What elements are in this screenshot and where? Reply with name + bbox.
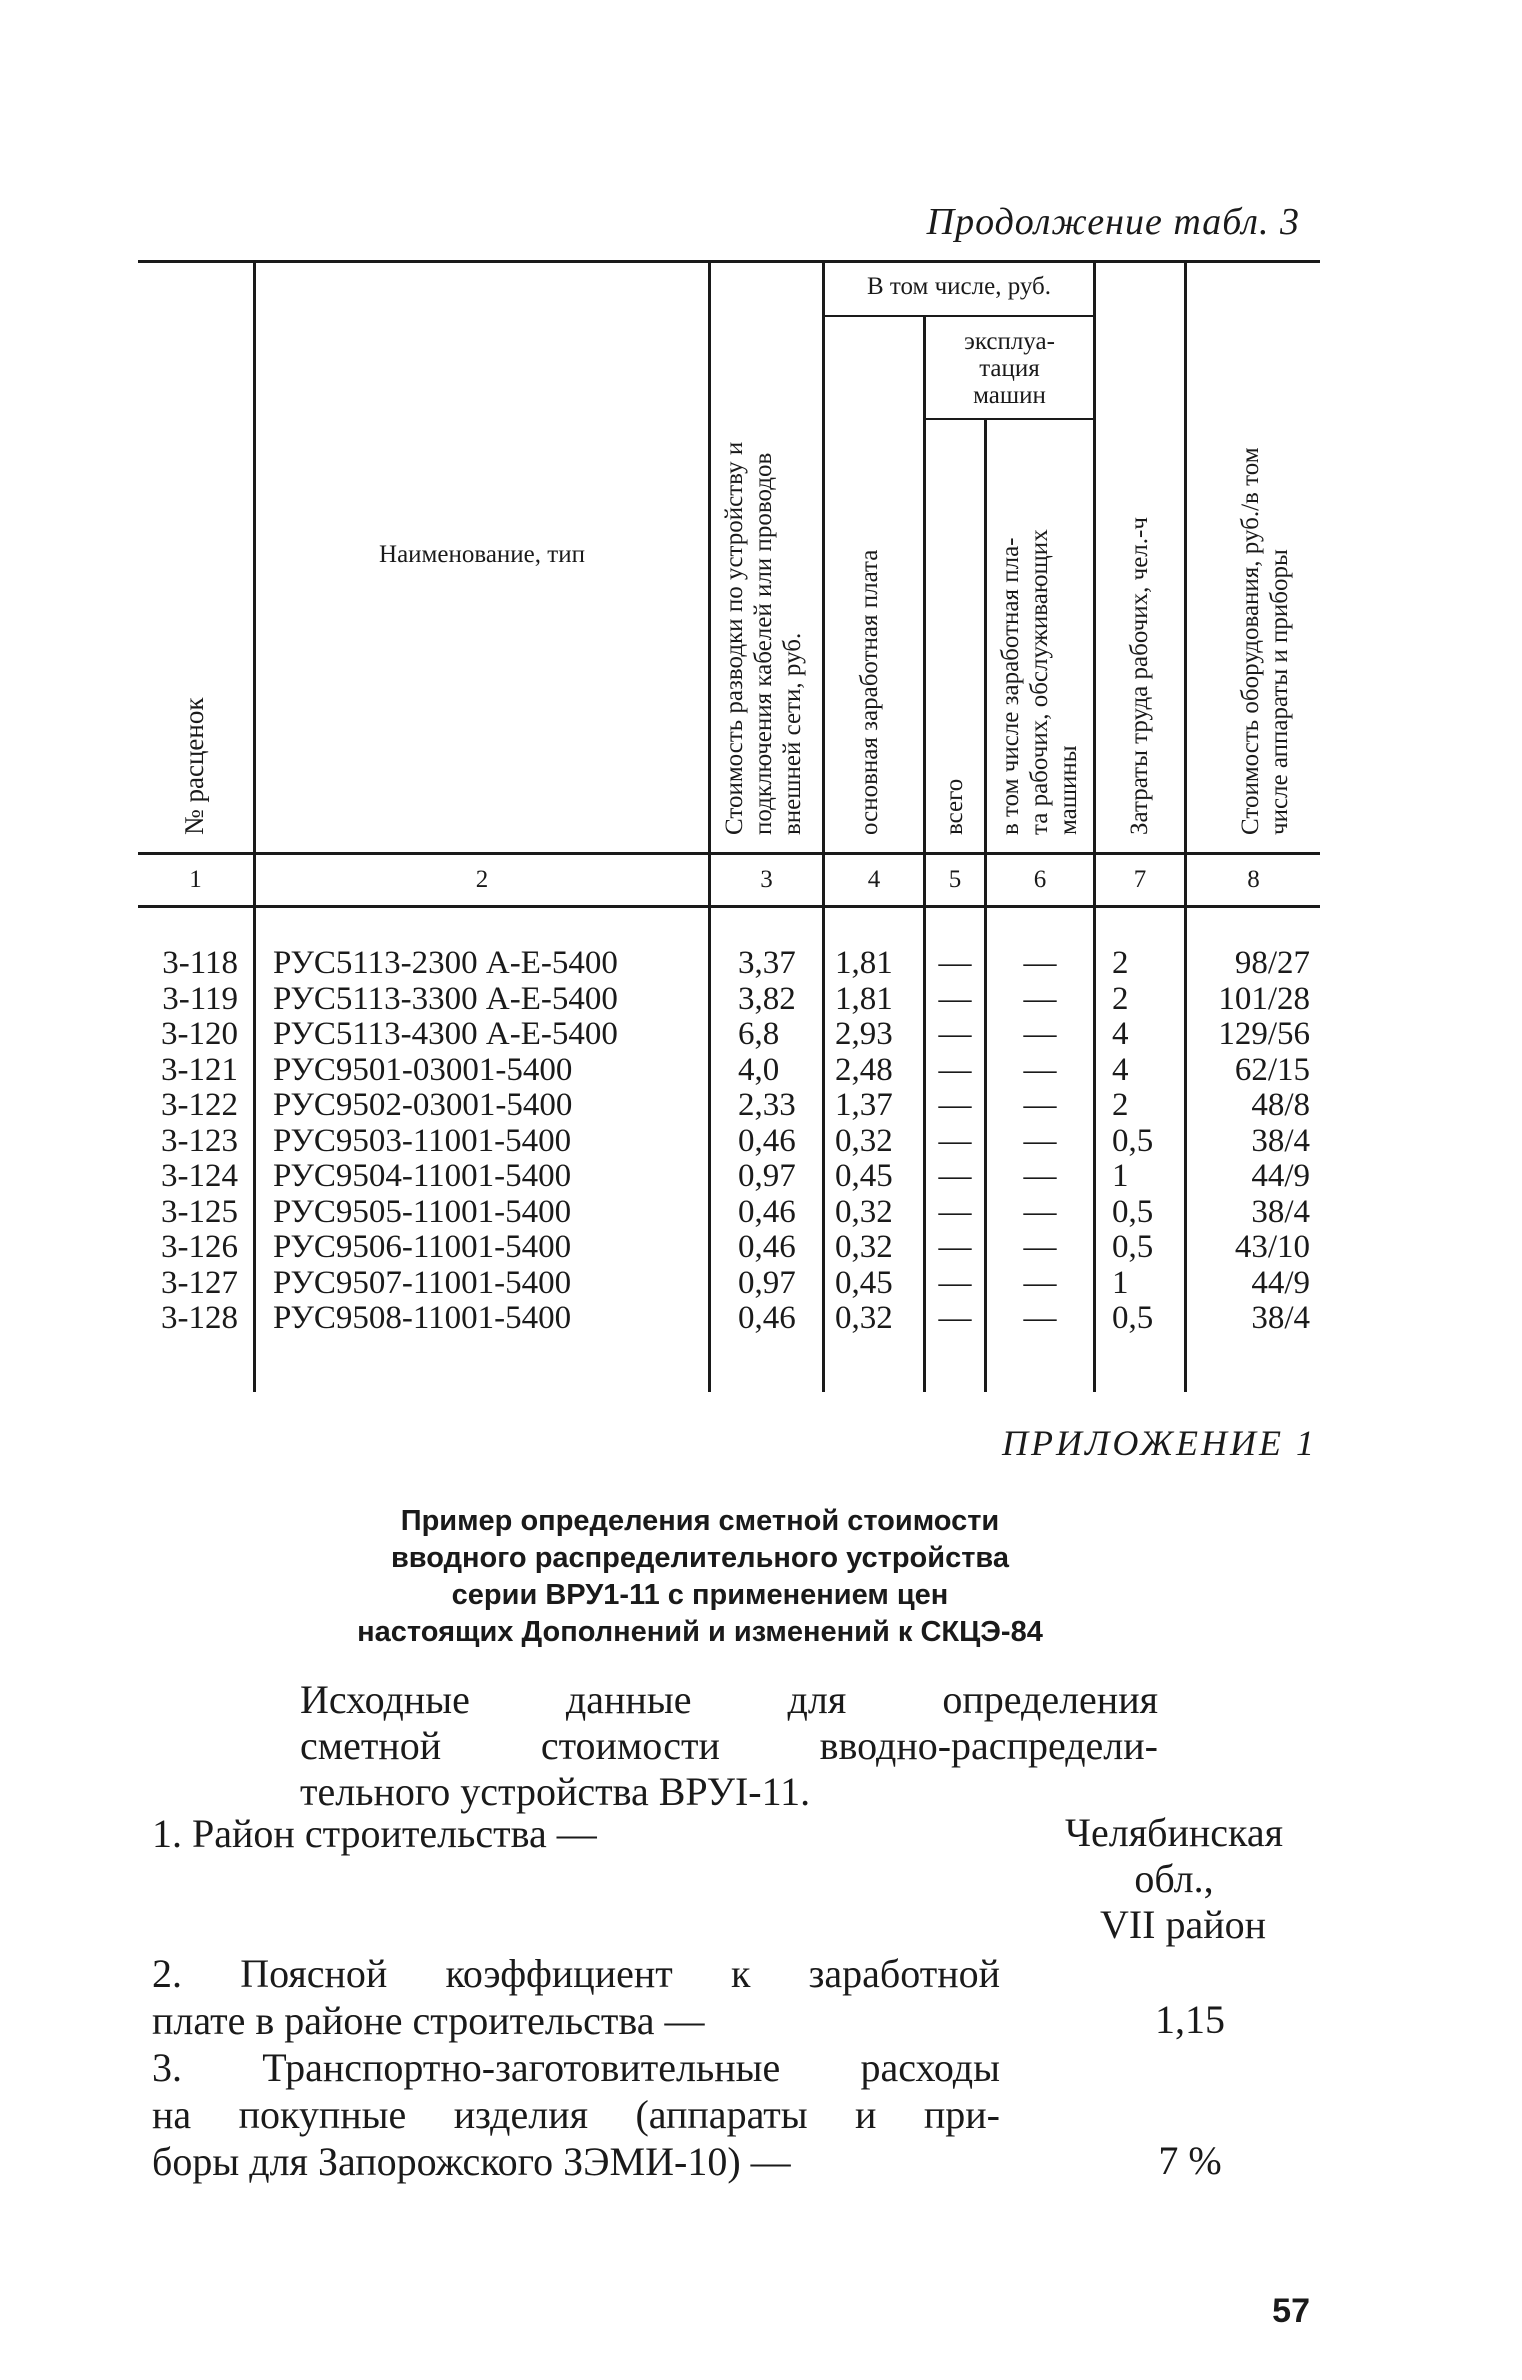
cell-name: РУС9504-11001-5400	[273, 1158, 572, 1194]
cell-code: 3-123	[161, 1122, 238, 1159]
cell-c4: 0,32	[835, 1122, 893, 1159]
header-wiring-cost-line-3: внешней сети, руб.	[779, 632, 806, 835]
cell-c8: 44/9	[1251, 1264, 1310, 1301]
cell-code: 3-118	[162, 945, 238, 981]
header-machine-operators-wage-line-3: машины	[1055, 745, 1082, 835]
cell-c7: 0,5	[1112, 1193, 1154, 1230]
cell-c6: —	[1023, 1193, 1057, 1230]
cell-code: 3-121	[161, 1051, 238, 1088]
table-continuation-caption: Продолжение табл. 3	[926, 201, 1300, 243]
appendix-title-line-3: серии ВРУ1-11 с применением цен	[451, 1579, 949, 1611]
col-divider-1	[253, 262, 256, 1392]
cell-c5: —	[938, 1122, 972, 1159]
col-divider-2	[708, 262, 711, 1392]
cell-c4: 0,45	[835, 1158, 893, 1194]
cell-c3: 4,0	[738, 1051, 780, 1088]
item-2-line-2: плате в районе строительства —	[152, 1998, 705, 2043]
cell-c7: 0,5	[1112, 1229, 1154, 1265]
item-zone-coefficient	[152, 1950, 1000, 2044]
colnum-bottom-rule	[138, 905, 1320, 908]
table-top-rule	[138, 260, 1320, 263]
col-number-3: 3	[760, 866, 773, 893]
cell-c7: 2	[1112, 980, 1129, 1017]
cell-c4: 2,48	[835, 1051, 893, 1088]
cell-code: 3-125	[161, 1193, 238, 1230]
cell-name: РУС5113-2300 А-Е-5400	[273, 945, 618, 981]
cell-c5: —	[938, 1051, 972, 1088]
item-3-line-2: на покупные изделия (аппараты и при-	[152, 2092, 1000, 2137]
cell-c6: —	[1023, 1051, 1057, 1088]
cell-c5: —	[938, 1158, 972, 1194]
cell-c4: 1,81	[835, 980, 893, 1017]
cell-name: РУС9501-03001-5400	[273, 1051, 573, 1088]
header-equipment-cost-line-1: Стоимость оборудования, руб./в том	[1237, 447, 1264, 835]
cell-c4: 2,93	[835, 1016, 893, 1052]
cell-c8: 129/56	[1218, 1016, 1310, 1052]
cell-c3: 0,97	[738, 1264, 796, 1301]
intro-line-1: Исходные данные для определения	[300, 1677, 1158, 1722]
cell-name: РУС9505-11001-5400	[273, 1193, 572, 1230]
appendix-title-line-2: вводного распределительного устройства	[390, 1542, 1009, 1574]
intro-line-2: сметной стоимости вводно-распредели-	[300, 1723, 1158, 1768]
header-base-wage: основная заработная плата	[856, 549, 883, 835]
cell-code: 3-120	[161, 1016, 238, 1052]
header-wiring-cost-line-1: Стоимость разводки по устройству и	[721, 441, 748, 835]
appendix-title-line-1: Пример определения сметной стоимости	[400, 1505, 1000, 1537]
cell-c7: 0,5	[1112, 1300, 1154, 1336]
header-machine-operation-line-3: машин	[973, 382, 1046, 409]
col-number-6: 6	[1033, 866, 1047, 893]
cell-c7: 2	[1112, 1087, 1129, 1123]
cell-c7: 4	[1112, 1051, 1129, 1088]
cell-c5: —	[938, 1229, 972, 1265]
cell-code: 3-126	[161, 1229, 238, 1265]
header-bottom-rule	[138, 852, 1320, 855]
cell-c8: 38/4	[1251, 1300, 1310, 1336]
cell-c8: 48/8	[1251, 1087, 1310, 1123]
cell-c8: 44/9	[1251, 1158, 1310, 1194]
cell-c5: —	[938, 1300, 972, 1336]
cell-code: 3-119	[162, 980, 238, 1017]
cell-c7: 2	[1112, 945, 1129, 981]
header-labor-cost: Затраты труда рабочих, чел.-ч	[1126, 517, 1153, 835]
col-divider-6	[1093, 262, 1096, 1392]
header-machine-operators-wage-line-1: в том числе заработная пла-	[997, 537, 1024, 835]
item-construction-region	[152, 1810, 712, 1857]
item-3-line-3: боры для Запорожского ЗЭМИ-10) —	[152, 2139, 791, 2184]
cell-c8: 38/4	[1251, 1193, 1310, 1230]
cell-code: 3-124	[161, 1158, 238, 1194]
source-data-intro	[300, 1677, 1158, 1815]
cell-c8: 43/10	[1234, 1229, 1310, 1265]
cell-c7: 1	[1112, 1264, 1129, 1301]
item-1-line-1: 1. Район строительства —	[152, 1811, 597, 1856]
col-number-4: 4	[867, 866, 881, 893]
col-divider-3	[822, 262, 825, 1392]
intro-line-3: тельного устройства ВРУI-11.	[300, 1769, 811, 1814]
cell-c4: 0,32	[835, 1300, 893, 1336]
cell-c5: —	[938, 1087, 972, 1123]
item-1-value-line-2: обл.,	[1134, 1856, 1214, 1901]
header-group-rule	[822, 315, 1093, 317]
cell-c3: 0,97	[738, 1158, 796, 1194]
cell-name: РУС9507-11001-5400	[273, 1264, 572, 1301]
cell-c5: —	[938, 945, 972, 981]
cell-code: 3-127	[161, 1264, 238, 1301]
header-name-type: Наименование, тип	[379, 541, 585, 568]
item-1-value-line-3: VII район	[1099, 1902, 1267, 1947]
cell-c6: —	[1023, 1300, 1057, 1336]
header-wiring-cost-line-2: подключения кабелей или проводов	[750, 452, 777, 835]
cell-c5: —	[938, 1016, 972, 1052]
cell-name: РУС5113-3300 А-Е-5400	[273, 980, 618, 1017]
col-number-2: 2	[475, 866, 489, 893]
cell-c6: —	[1023, 1016, 1057, 1052]
item-3-value: 7 %	[1158, 2138, 1222, 2183]
appendix-label: ПРИЛОЖЕНИЕ 1	[1002, 1423, 1317, 1463]
item-2-value: 1,15	[1155, 1997, 1225, 2042]
cell-c5: —	[938, 1264, 972, 1301]
header-machines-total: всего	[941, 778, 968, 835]
cell-c7: 4	[1112, 1016, 1129, 1052]
cell-c4: 1,37	[835, 1087, 893, 1123]
cell-c6: —	[1023, 945, 1057, 981]
appendix-title	[200, 1503, 1200, 1651]
header-equipment-cost-line-2: числе аппараты и приборы	[1266, 549, 1293, 835]
page-number: 57	[1272, 2292, 1310, 2330]
header-wiring-cost	[720, 442, 807, 835]
cell-c6: —	[1023, 1264, 1057, 1301]
header-equipment-cost	[1236, 447, 1294, 835]
cell-c7: 1	[1112, 1158, 1129, 1194]
cell-code: 3-128	[161, 1300, 238, 1336]
cell-c4: 0,32	[835, 1193, 893, 1230]
cell-c6: —	[1023, 1158, 1057, 1194]
header-rate-number: № расценок	[179, 697, 209, 835]
cell-code: 3-122	[161, 1087, 238, 1123]
header-machine-operation-line-2: тация	[979, 355, 1040, 382]
header-machine-operators-wage-line-2: та рабочих, обслуживающих	[1026, 529, 1053, 835]
header-machine-operation-line-1: эксплуа-	[964, 328, 1055, 355]
col-number-7: 7	[1133, 866, 1147, 893]
cell-c8: 101/28	[1218, 980, 1310, 1017]
cell-c5: —	[938, 1193, 972, 1230]
cell-c4: 0,45	[835, 1264, 893, 1301]
item-1-value	[1038, 1810, 1310, 1948]
header-machines-rule	[923, 418, 1093, 420]
cell-c6: —	[1023, 1087, 1057, 1123]
cell-c3: 0,46	[738, 1229, 796, 1265]
header-including-rub: В том числе, руб.	[866, 273, 1052, 300]
cell-c4: 1,81	[835, 945, 893, 981]
cell-c3: 2,33	[738, 1087, 796, 1123]
cell-c3: 3,82	[738, 980, 796, 1017]
cell-c6: —	[1023, 1229, 1057, 1265]
col-number-1: 1	[189, 866, 202, 893]
item-3-line-1: 3. Транспортно-заготовительные расходы	[152, 2045, 1000, 2090]
cell-c4: 0,32	[835, 1229, 893, 1265]
cell-c6: —	[1023, 980, 1057, 1017]
item-transport-costs	[152, 2044, 1000, 2185]
cell-name: РУС5113-4300 А-Е-5400	[273, 1016, 618, 1052]
cell-name: РУС9506-11001-5400	[273, 1229, 572, 1265]
cell-c8: 98/27	[1234, 945, 1310, 981]
header-machine-operation	[926, 328, 1093, 409]
cell-c3: 6,8	[738, 1016, 780, 1052]
cell-c6: —	[1023, 1122, 1057, 1159]
cell-c5: —	[938, 980, 972, 1017]
col-number-5: 5	[948, 866, 962, 893]
appendix-title-line-4: настоящих Дополнений и изменений к СКЦЭ-84	[357, 1616, 1043, 1648]
cell-c3: 0,46	[738, 1193, 796, 1230]
cell-c8: 62/15	[1234, 1051, 1310, 1088]
item-1-value-line-1: Челябинская	[1064, 1810, 1283, 1855]
cell-c7: 0,5	[1112, 1122, 1154, 1159]
cell-name: РУС9502-03001-5400	[273, 1087, 573, 1123]
header-machine-operators-wage	[996, 529, 1083, 835]
cell-c3: 0,46	[738, 1122, 796, 1159]
cell-name: РУС9503-11001-5400	[273, 1122, 572, 1159]
item-2-line-1: 2. Поясной коэффициент к заработной	[152, 1951, 1000, 1996]
cell-c3: 3,37	[738, 945, 796, 981]
cell-c8: 38/4	[1251, 1122, 1310, 1159]
cell-c3: 0,46	[738, 1300, 796, 1336]
cell-name: РУС9508-11001-5400	[273, 1300, 572, 1336]
col-number-8: 8	[1247, 866, 1260, 893]
